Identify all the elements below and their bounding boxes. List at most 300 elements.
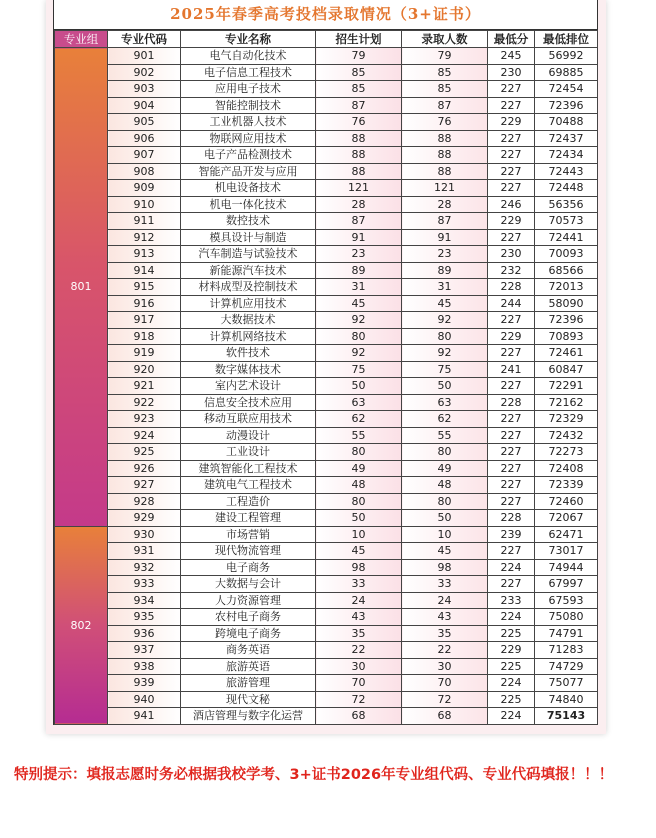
major-code-cell: 925 — [108, 444, 181, 461]
plan-cell: 87 — [316, 97, 402, 114]
min-score-cell: 227 — [488, 97, 535, 114]
min-rank-cell: 74840 — [535, 691, 598, 708]
min-rank-cell: 72396 — [535, 97, 598, 114]
min-score-cell: 228 — [488, 279, 535, 296]
admitted-cell: 31 — [402, 279, 488, 296]
major-name-cell: 工业机器人技术 — [181, 114, 316, 131]
plan-cell: 75 — [316, 361, 402, 378]
table-row — [55, 163, 598, 180]
major-name-cell: 旅游英语 — [181, 658, 316, 675]
min-score-cell: 227 — [488, 460, 535, 477]
min-rank-cell: 58090 — [535, 295, 598, 312]
group-code-cell: 802 — [55, 526, 108, 724]
major-code-cell: 928 — [108, 493, 181, 510]
admitted-cell: 49 — [402, 460, 488, 477]
min-rank-cell: 67997 — [535, 576, 598, 593]
plan-cell: 50 — [316, 378, 402, 395]
admitted-cell: 48 — [402, 477, 488, 494]
admitted-cell: 10 — [402, 526, 488, 543]
min-rank-cell: 68566 — [535, 262, 598, 279]
major-code-cell: 923 — [108, 411, 181, 428]
major-code-cell: 903 — [108, 81, 181, 98]
table-row — [55, 559, 598, 576]
major-name-cell: 电气自动化技术 — [181, 48, 316, 65]
min-rank-cell: 72454 — [535, 81, 598, 98]
plan-cell: 88 — [316, 163, 402, 180]
major-code-cell: 906 — [108, 130, 181, 147]
table-row — [55, 262, 598, 279]
admitted-cell: 92 — [402, 345, 488, 362]
major-code-cell: 930 — [108, 526, 181, 543]
major-name-cell: 工业设计 — [181, 444, 316, 461]
plan-cell: 79 — [316, 48, 402, 65]
plan-cell: 33 — [316, 576, 402, 593]
admitted-cell: 80 — [402, 444, 488, 461]
min-score-cell: 224 — [488, 708, 535, 725]
major-code-cell: 913 — [108, 246, 181, 263]
table-row — [55, 361, 598, 378]
major-code-cell: 917 — [108, 312, 181, 329]
admitted-cell: 79 — [402, 48, 488, 65]
major-name-cell: 农村电子商务 — [181, 609, 316, 626]
admitted-cell: 80 — [402, 328, 488, 345]
min-rank-cell: 70573 — [535, 213, 598, 230]
min-rank-cell: 70488 — [535, 114, 598, 131]
plan-cell: 91 — [316, 229, 402, 246]
min-score-cell: 241 — [488, 361, 535, 378]
min-score-cell: 228 — [488, 510, 535, 527]
min-score-cell: 224 — [488, 675, 535, 692]
table-row — [55, 114, 598, 131]
admitted-cell: 45 — [402, 543, 488, 560]
table-row — [55, 642, 598, 659]
group-code-cell: 801 — [55, 48, 108, 527]
major-name-cell: 信息安全技术应用 — [181, 394, 316, 411]
table-row — [55, 675, 598, 692]
min-rank-cell: 72329 — [535, 411, 598, 428]
min-score-cell: 227 — [488, 130, 535, 147]
admitted-cell: 75 — [402, 361, 488, 378]
header-min-rank: 最低排位 — [535, 31, 598, 48]
plan-cell: 45 — [316, 543, 402, 560]
header-row — [55, 31, 598, 48]
major-code-cell: 929 — [108, 510, 181, 527]
major-code-cell: 920 — [108, 361, 181, 378]
plan-cell: 80 — [316, 444, 402, 461]
table-row — [55, 147, 598, 164]
major-name-cell: 建筑电气工程技术 — [181, 477, 316, 494]
admitted-cell: 89 — [402, 262, 488, 279]
major-name-cell: 移动互联应用技术 — [181, 411, 316, 428]
table-row — [55, 229, 598, 246]
min-score-cell: 227 — [488, 378, 535, 395]
plan-cell: 85 — [316, 81, 402, 98]
admitted-cell: 55 — [402, 427, 488, 444]
major-code-cell: 918 — [108, 328, 181, 345]
table-row — [55, 625, 598, 642]
major-code-cell: 916 — [108, 295, 181, 312]
admitted-cell: 28 — [402, 196, 488, 213]
min-score-cell: 229 — [488, 114, 535, 131]
min-score-cell: 227 — [488, 180, 535, 197]
major-name-cell: 电子产品检测技术 — [181, 147, 316, 164]
header-code: 专业代码 — [108, 31, 181, 48]
admitted-cell: 98 — [402, 559, 488, 576]
min-score-cell: 230 — [488, 246, 535, 263]
major-name-cell: 跨境电子商务 — [181, 625, 316, 642]
table-row — [55, 708, 598, 725]
plan-cell: 22 — [316, 642, 402, 659]
min-rank-cell: 72396 — [535, 312, 598, 329]
min-rank-cell: 69885 — [535, 64, 598, 81]
plan-cell: 48 — [316, 477, 402, 494]
min-rank-cell: 72273 — [535, 444, 598, 461]
min-rank-cell: 67593 — [535, 592, 598, 609]
min-score-cell: 227 — [488, 477, 535, 494]
table-row — [55, 48, 598, 65]
min-score-cell: 224 — [488, 559, 535, 576]
admitted-cell: 68 — [402, 708, 488, 725]
min-score-cell: 228 — [488, 394, 535, 411]
admitted-cell: 91 — [402, 229, 488, 246]
plan-cell: 10 — [316, 526, 402, 543]
table-row — [55, 658, 598, 675]
min-rank-cell: 75143 — [535, 708, 598, 725]
major-code-cell: 931 — [108, 543, 181, 560]
major-code-cell: 915 — [108, 279, 181, 296]
admitted-cell: 121 — [402, 180, 488, 197]
major-name-cell: 数字媒体技术 — [181, 361, 316, 378]
table-title: 2025年春季高考投档录取情况（3+证书） — [54, 0, 597, 30]
major-code-cell: 914 — [108, 262, 181, 279]
plan-cell: 50 — [316, 510, 402, 527]
table-body — [55, 48, 598, 725]
plan-cell: 87 — [316, 213, 402, 230]
major-name-cell: 计算机网络技术 — [181, 328, 316, 345]
table-row — [55, 394, 598, 411]
admitted-cell: 30 — [402, 658, 488, 675]
major-code-cell: 927 — [108, 477, 181, 494]
major-name-cell: 工程造价 — [181, 493, 316, 510]
admitted-cell: 63 — [402, 394, 488, 411]
table-row — [55, 576, 598, 593]
min-score-cell: 227 — [488, 229, 535, 246]
table-row — [55, 81, 598, 98]
min-score-cell: 224 — [488, 609, 535, 626]
admitted-cell: 50 — [402, 378, 488, 395]
min-score-cell: 227 — [488, 163, 535, 180]
plan-cell: 80 — [316, 493, 402, 510]
major-code-cell: 924 — [108, 427, 181, 444]
header-plan: 招生计划 — [316, 31, 402, 48]
table-row — [55, 691, 598, 708]
table-row — [55, 609, 598, 626]
major-code-cell: 932 — [108, 559, 181, 576]
min-rank-cell: 72013 — [535, 279, 598, 296]
plan-cell: 24 — [316, 592, 402, 609]
major-code-cell: 939 — [108, 675, 181, 692]
min-score-cell: 244 — [488, 295, 535, 312]
table-row — [55, 493, 598, 510]
table-row — [55, 345, 598, 362]
min-rank-cell: 72461 — [535, 345, 598, 362]
major-code-cell: 935 — [108, 609, 181, 626]
admitted-cell: 85 — [402, 64, 488, 81]
major-name-cell: 商务英语 — [181, 642, 316, 659]
major-name-cell: 新能源汽车技术 — [181, 262, 316, 279]
major-code-cell: 910 — [108, 196, 181, 213]
min-score-cell: 227 — [488, 543, 535, 560]
min-rank-cell: 72437 — [535, 130, 598, 147]
table-row — [55, 130, 598, 147]
min-score-cell: 245 — [488, 48, 535, 65]
major-name-cell: 软件技术 — [181, 345, 316, 362]
admitted-cell: 45 — [402, 295, 488, 312]
table-row — [55, 427, 598, 444]
min-score-cell: 229 — [488, 642, 535, 659]
admitted-cell: 70 — [402, 675, 488, 692]
major-code-cell: 926 — [108, 460, 181, 477]
plan-cell: 88 — [316, 147, 402, 164]
min-rank-cell: 72434 — [535, 147, 598, 164]
admitted-cell: 76 — [402, 114, 488, 131]
min-rank-cell: 56356 — [535, 196, 598, 213]
major-code-cell: 940 — [108, 691, 181, 708]
min-score-cell: 227 — [488, 312, 535, 329]
min-score-cell: 225 — [488, 691, 535, 708]
admitted-cell: 22 — [402, 642, 488, 659]
major-name-cell: 模具设计与制造 — [181, 229, 316, 246]
major-name-cell: 建筑智能化工程技术 — [181, 460, 316, 477]
plan-cell: 43 — [316, 609, 402, 626]
major-name-cell: 电子商务 — [181, 559, 316, 576]
min-rank-cell: 60847 — [535, 361, 598, 378]
major-code-cell: 905 — [108, 114, 181, 131]
min-score-cell: 227 — [488, 147, 535, 164]
min-rank-cell: 74729 — [535, 658, 598, 675]
plan-cell: 35 — [316, 625, 402, 642]
min-rank-cell: 70893 — [535, 328, 598, 345]
plan-cell: 88 — [316, 130, 402, 147]
plan-cell: 28 — [316, 196, 402, 213]
plan-cell: 55 — [316, 427, 402, 444]
major-code-cell: 904 — [108, 97, 181, 114]
plan-cell: 76 — [316, 114, 402, 131]
major-name-cell: 智能控制技术 — [181, 97, 316, 114]
table-row — [55, 526, 598, 543]
major-code-cell: 937 — [108, 642, 181, 659]
min-rank-cell: 72339 — [535, 477, 598, 494]
min-score-cell: 229 — [488, 213, 535, 230]
admitted-cell: 88 — [402, 130, 488, 147]
min-score-cell: 229 — [488, 328, 535, 345]
admitted-cell: 87 — [402, 213, 488, 230]
major-code-cell: 911 — [108, 213, 181, 230]
major-name-cell: 人力资源管理 — [181, 592, 316, 609]
admission-table — [54, 30, 598, 725]
major-name-cell: 室内艺术设计 — [181, 378, 316, 395]
major-name-cell: 物联网应用技术 — [181, 130, 316, 147]
major-name-cell: 应用电子技术 — [181, 81, 316, 98]
min-rank-cell: 75077 — [535, 675, 598, 692]
min-rank-cell: 72448 — [535, 180, 598, 197]
major-name-cell: 市场营销 — [181, 526, 316, 543]
major-name-cell: 智能产品开发与应用 — [181, 163, 316, 180]
min-score-cell: 239 — [488, 526, 535, 543]
min-score-cell: 225 — [488, 625, 535, 642]
major-code-cell: 941 — [108, 708, 181, 725]
min-score-cell: 227 — [488, 576, 535, 593]
min-rank-cell: 70093 — [535, 246, 598, 263]
table-row — [55, 64, 598, 81]
admitted-cell: 87 — [402, 97, 488, 114]
min-score-cell: 227 — [488, 493, 535, 510]
admitted-cell: 88 — [402, 147, 488, 164]
min-rank-cell: 71283 — [535, 642, 598, 659]
major-name-cell: 现代物流管理 — [181, 543, 316, 560]
admitted-cell: 33 — [402, 576, 488, 593]
major-name-cell: 机电一体化技术 — [181, 196, 316, 213]
min-score-cell: 225 — [488, 658, 535, 675]
plan-cell: 70 — [316, 675, 402, 692]
plan-cell: 45 — [316, 295, 402, 312]
min-rank-cell: 72162 — [535, 394, 598, 411]
min-rank-cell: 56992 — [535, 48, 598, 65]
major-name-cell: 材料成型及控制技术 — [181, 279, 316, 296]
admitted-cell: 72 — [402, 691, 488, 708]
table-row — [55, 543, 598, 560]
plan-cell: 85 — [316, 64, 402, 81]
table-row — [55, 279, 598, 296]
table-row — [55, 312, 598, 329]
plan-cell: 23 — [316, 246, 402, 263]
table-row — [55, 180, 598, 197]
major-name-cell: 大数据技术 — [181, 312, 316, 329]
min-score-cell: 233 — [488, 592, 535, 609]
plan-cell: 80 — [316, 328, 402, 345]
min-rank-cell: 72441 — [535, 229, 598, 246]
major-code-cell: 907 — [108, 147, 181, 164]
min-score-cell: 227 — [488, 345, 535, 362]
major-name-cell: 动漫设计 — [181, 427, 316, 444]
admission-table-frame — [53, 0, 598, 725]
major-name-cell: 电子信息工程技术 — [181, 64, 316, 81]
major-name-cell: 建设工程管理 — [181, 510, 316, 527]
major-code-cell: 902 — [108, 64, 181, 81]
major-code-cell: 909 — [108, 180, 181, 197]
table-row — [55, 213, 598, 230]
min-rank-cell: 73017 — [535, 543, 598, 560]
min-score-cell: 227 — [488, 411, 535, 428]
major-name-cell: 数控技术 — [181, 213, 316, 230]
admitted-cell: 92 — [402, 312, 488, 329]
plan-cell: 63 — [316, 394, 402, 411]
min-score-cell: 230 — [488, 64, 535, 81]
plan-cell: 49 — [316, 460, 402, 477]
plan-cell: 92 — [316, 345, 402, 362]
major-code-cell: 919 — [108, 345, 181, 362]
table-row — [55, 444, 598, 461]
min-score-cell: 227 — [488, 444, 535, 461]
admitted-cell: 85 — [402, 81, 488, 98]
major-name-cell: 机电设备技术 — [181, 180, 316, 197]
table-row — [55, 477, 598, 494]
header-min-score: 最低分 — [488, 31, 535, 48]
admitted-cell: 50 — [402, 510, 488, 527]
min-score-cell: 227 — [488, 81, 535, 98]
plan-cell: 89 — [316, 262, 402, 279]
table-row — [55, 592, 598, 609]
min-rank-cell: 72067 — [535, 510, 598, 527]
admitted-cell: 24 — [402, 592, 488, 609]
admitted-cell: 62 — [402, 411, 488, 428]
min-score-cell: 232 — [488, 262, 535, 279]
major-code-cell: 908 — [108, 163, 181, 180]
table-row — [55, 246, 598, 263]
admitted-cell: 88 — [402, 163, 488, 180]
min-rank-cell: 74791 — [535, 625, 598, 642]
special-notice: 特别提示：填报志愿时务必根据我校学考、3+证书2026年专业组代码、专业代码填报！！！ — [14, 767, 614, 783]
min-rank-cell: 72291 — [535, 378, 598, 395]
major-code-cell: 933 — [108, 576, 181, 593]
major-code-cell: 912 — [108, 229, 181, 246]
plan-cell: 62 — [316, 411, 402, 428]
min-rank-cell: 72443 — [535, 163, 598, 180]
plan-cell: 121 — [316, 180, 402, 197]
major-name-cell: 计算机应用技术 — [181, 295, 316, 312]
major-code-cell: 938 — [108, 658, 181, 675]
admitted-cell: 23 — [402, 246, 488, 263]
table-row — [55, 97, 598, 114]
header-admitted: 录取人数 — [402, 31, 488, 48]
table-row — [55, 411, 598, 428]
major-code-cell: 936 — [108, 625, 181, 642]
min-score-cell: 227 — [488, 427, 535, 444]
min-rank-cell: 72432 — [535, 427, 598, 444]
major-name-cell: 现代文秘 — [181, 691, 316, 708]
major-name-cell: 大数据与会计 — [181, 576, 316, 593]
min-score-cell: 246 — [488, 196, 535, 213]
min-rank-cell: 72408 — [535, 460, 598, 477]
admitted-cell: 43 — [402, 609, 488, 626]
header-group: 专业组 — [55, 31, 108, 48]
plan-cell: 72 — [316, 691, 402, 708]
table-row — [55, 510, 598, 527]
table-row — [55, 460, 598, 477]
table-row — [55, 378, 598, 395]
major-name-cell: 汽车制造与试验技术 — [181, 246, 316, 263]
major-code-cell: 934 — [108, 592, 181, 609]
table-row — [55, 295, 598, 312]
min-rank-cell: 75080 — [535, 609, 598, 626]
plan-cell: 31 — [316, 279, 402, 296]
header-name: 专业名称 — [181, 31, 316, 48]
min-rank-cell: 72460 — [535, 493, 598, 510]
min-rank-cell: 74944 — [535, 559, 598, 576]
table-row — [55, 196, 598, 213]
plan-cell: 30 — [316, 658, 402, 675]
table-row — [55, 328, 598, 345]
min-rank-cell: 62471 — [535, 526, 598, 543]
major-name-cell: 酒店管理与数字化运营 — [181, 708, 316, 725]
major-name-cell: 旅游管理 — [181, 675, 316, 692]
major-code-cell: 901 — [108, 48, 181, 65]
plan-cell: 68 — [316, 708, 402, 725]
admitted-cell: 80 — [402, 493, 488, 510]
admitted-cell: 35 — [402, 625, 488, 642]
major-code-cell: 922 — [108, 394, 181, 411]
plan-cell: 92 — [316, 312, 402, 329]
